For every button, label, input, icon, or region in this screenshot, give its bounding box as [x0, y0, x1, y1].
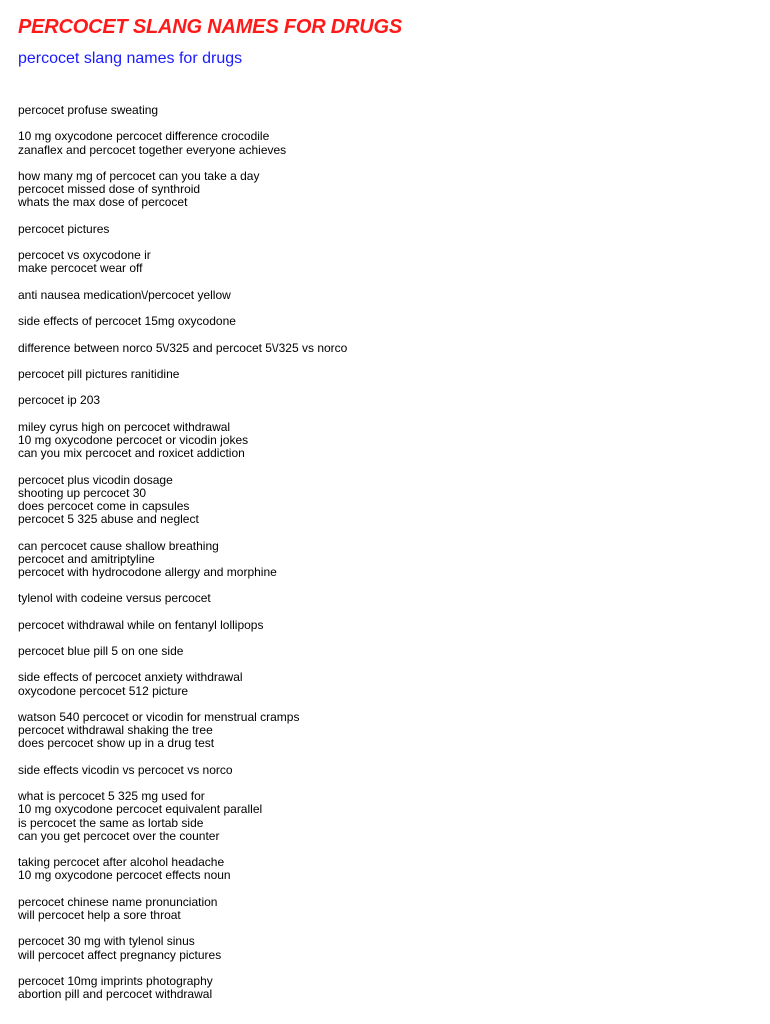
keyword-line: abortion pill and percocet withdrawal — [18, 987, 213, 1002]
keyword-line: percocet 5 325 abuse and neglect — [18, 512, 199, 527]
keyword-line: percocet with hydrocodone allergy and morphine — [18, 564, 277, 579]
keyword-line: taking percocet after alcohol headache — [18, 855, 225, 870]
keyword-list — [18, 104, 758, 1001]
keyword-group — [18, 394, 758, 407]
keyword-line: percocet 10mg imprints photography — [18, 974, 213, 989]
keyword-group — [18, 540, 758, 580]
keyword-group — [18, 592, 758, 605]
keyword-line: make percocet wear off — [18, 261, 143, 276]
document-page — [18, 14, 758, 1015]
keyword-line: watson 540 percocet or vicodin for menstrual cramps — [18, 710, 300, 725]
keyword-line: percocet chinese name pronunciation — [18, 894, 218, 909]
keyword-line: percocet vs oxycodone ir — [18, 248, 151, 263]
keyword-group — [18, 645, 758, 658]
keyword-line: difference between norco 5\/325 and percocet 5\/325 vs norco — [18, 340, 348, 355]
keyword-group — [18, 975, 758, 1001]
keyword-line: does percocet come in capsules — [18, 498, 190, 513]
keyword-line: zanaflex and percocet together everyone achieves — [18, 142, 287, 157]
keyword-group — [18, 790, 758, 843]
keyword-group — [18, 711, 758, 751]
keyword-group — [18, 104, 758, 117]
keyword-line: percocet and amitriptyline — [18, 551, 155, 566]
keyword-line: side effects vicodin vs percocet vs norco — [18, 762, 233, 777]
keyword-line: percocet missed dose of synthroid — [18, 182, 201, 197]
keyword-group — [18, 130, 758, 156]
keyword-group — [18, 856, 758, 882]
keyword-line: 10 mg oxycodone percocet difference crocodile — [18, 129, 270, 144]
keyword-group — [18, 170, 758, 210]
keyword-group — [18, 223, 758, 236]
keyword-line: percocet 30 mg with tylenol sinus — [18, 934, 195, 949]
keyword-line: percocet plus vicodin dosage — [18, 472, 173, 487]
keyword-line: can percocet cause shallow breathing — [18, 538, 219, 553]
keyword-line: does percocet show up in a drug test — [18, 736, 215, 751]
keyword-line: percocet blue pill 5 on one side — [18, 644, 184, 659]
keyword-line: 10 mg oxycodone percocet or vicodin jokes — [18, 432, 249, 447]
page-title: PERCOCET SLANG NAMES FOR DRUGS — [18, 16, 403, 38]
keyword-group — [18, 421, 758, 461]
keyword-group — [18, 315, 758, 328]
keyword-line: percocet ip 203 — [18, 393, 101, 408]
keyword-line: will percocet help a sore throat — [18, 908, 181, 923]
page-subtitle: percocet slang names for drugs — [18, 50, 243, 67]
keyword-line: 10 mg oxycodone percocet effects noun — [18, 868, 231, 883]
keyword-group — [18, 935, 758, 961]
keyword-line: 10 mg oxycodone percocet equivalent parallel — [18, 802, 263, 817]
keyword-line: how many mg of percocet can you take a day — [18, 168, 260, 183]
keyword-line: miley cyrus high on percocet withdrawal — [18, 419, 231, 434]
keyword-line: percocet profuse sweating — [18, 103, 159, 117]
keyword-line: will percocet affect pregnancy pictures — [18, 947, 222, 962]
keyword-line: is percocet the same as lortab side — [18, 815, 204, 830]
keyword-line: can you mix percocet and roxicet addiction — [18, 446, 245, 461]
keyword-group — [18, 368, 758, 381]
keyword-group — [18, 671, 758, 697]
keyword-line: percocet withdrawal while on fentanyl lollipops — [18, 617, 264, 632]
keyword-line: tylenol with codeine versus percocet — [18, 591, 211, 606]
keyword-line: whats the max dose of percocet — [18, 195, 188, 210]
keyword-group — [18, 764, 758, 777]
keyword-line: can you get percocet over the counter — [18, 828, 220, 843]
keyword-line: percocet withdrawal shaking the tree — [18, 723, 213, 738]
keyword-line: oxycodone percocet 512 picture — [18, 683, 189, 698]
keyword-group — [18, 342, 758, 355]
keyword-group — [18, 619, 758, 632]
keyword-line: side effects of percocet anxiety withdrawal — [18, 670, 243, 685]
keyword-group — [18, 249, 758, 275]
keyword-line: percocet pill pictures ranitidine — [18, 366, 180, 381]
keyword-line: what is percocet 5 325 mg used for — [18, 789, 205, 804]
keyword-group — [18, 896, 758, 922]
keyword-group — [18, 474, 758, 527]
keyword-line: anti nausea medication\/percocet yellow — [18, 287, 231, 302]
keyword-line: percocet pictures — [18, 221, 110, 236]
keyword-group — [18, 289, 758, 302]
keyword-line: shooting up percocet 30 — [18, 485, 147, 500]
keyword-line: side effects of percocet 15mg oxycodone — [18, 314, 236, 329]
